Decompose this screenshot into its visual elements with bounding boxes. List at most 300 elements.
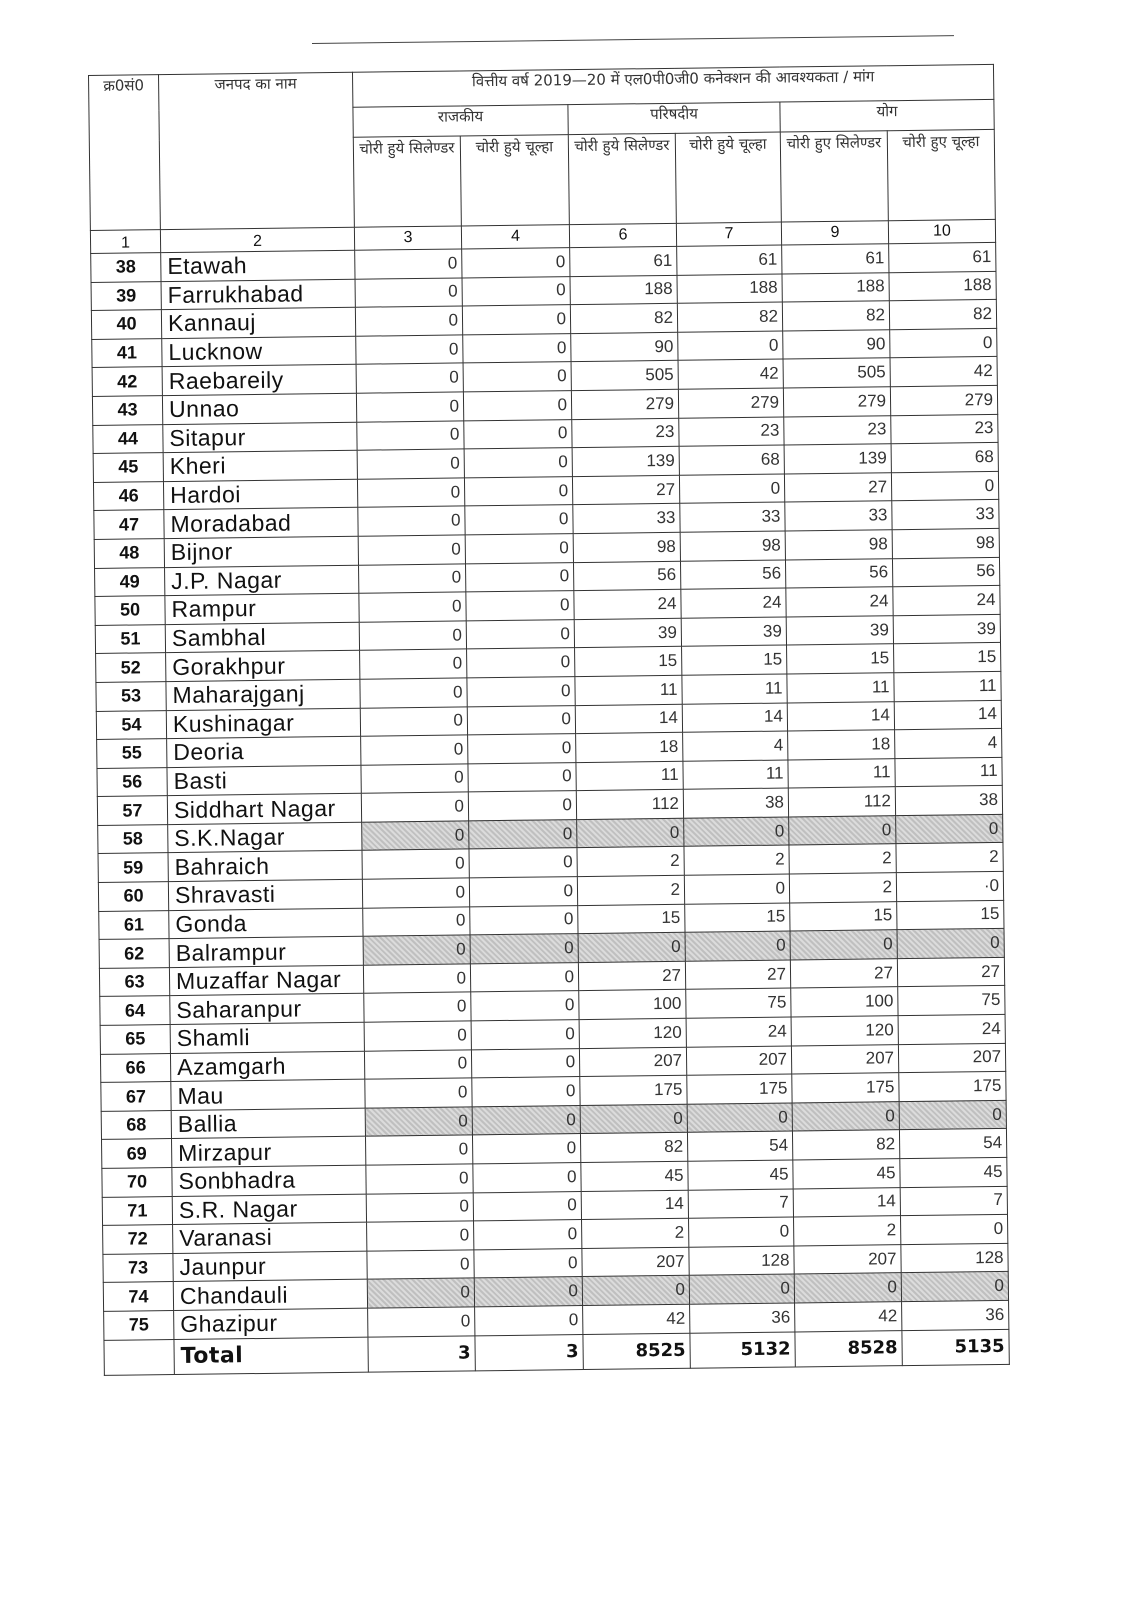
value-c3: 0 bbox=[361, 735, 468, 765]
value-c7: 2 bbox=[684, 845, 789, 875]
serial-number: 49 bbox=[95, 567, 165, 596]
value-c6: 23 bbox=[572, 418, 679, 448]
value-c10: 175 bbox=[899, 1072, 1006, 1102]
district-name: Sambhal bbox=[165, 622, 359, 653]
value-c4: 0 bbox=[468, 734, 576, 764]
value-c10: 0 bbox=[890, 328, 997, 358]
value-c7: 68 bbox=[679, 445, 784, 475]
value-c4: 0 bbox=[473, 1163, 581, 1193]
value-c6: 56 bbox=[573, 561, 680, 591]
value-c6: 120 bbox=[579, 1018, 686, 1048]
value-c10: 0 bbox=[900, 1215, 1007, 1245]
value-c9: 100 bbox=[791, 987, 898, 1017]
value-c10: 11 bbox=[895, 757, 1002, 787]
value-c9: 120 bbox=[791, 1016, 898, 1046]
value-c9: 27 bbox=[790, 959, 897, 989]
value-c9: 42 bbox=[795, 1302, 902, 1332]
value-c7: 98 bbox=[680, 531, 785, 561]
value-c7: 45 bbox=[688, 1160, 793, 1190]
value-c3: 0 bbox=[367, 1250, 474, 1280]
value-c10: 0 bbox=[899, 1100, 1006, 1130]
serial-number: 42 bbox=[92, 367, 162, 396]
serial-number: 61 bbox=[99, 910, 169, 939]
district-name: Muzaffar Nagar bbox=[169, 965, 363, 996]
value-c4: 0 bbox=[464, 476, 572, 506]
district-name: Ghazipur bbox=[174, 1308, 368, 1339]
value-c10: 11 bbox=[894, 671, 1001, 701]
column-number: 9 bbox=[781, 221, 888, 245]
value-c7: 61 bbox=[677, 245, 782, 275]
value-c10: 27 bbox=[897, 957, 1004, 987]
value-c4: 0 bbox=[467, 648, 575, 678]
value-c10: 2 bbox=[896, 843, 1003, 873]
district-rows bbox=[91, 242, 1009, 1340]
value-c7: 82 bbox=[677, 302, 782, 332]
district-name: Kushinagar bbox=[166, 708, 360, 739]
serial-number: 58 bbox=[98, 824, 168, 853]
value-c3: 0 bbox=[360, 678, 467, 708]
value-c6: 18 bbox=[576, 732, 683, 762]
value-c7: 0 bbox=[689, 1274, 794, 1304]
value-c9: 11 bbox=[787, 673, 894, 703]
value-c10: 4 bbox=[895, 728, 1002, 758]
value-c7: 56 bbox=[680, 560, 785, 590]
value-c9: 2 bbox=[789, 844, 896, 874]
value-c10: 7 bbox=[900, 1186, 1007, 1216]
value-c9: 14 bbox=[793, 1187, 900, 1217]
district-name: Saharanpur bbox=[170, 994, 364, 1025]
value-c4: 0 bbox=[472, 1134, 580, 1164]
value-c7: 188 bbox=[677, 274, 782, 304]
value-c7: 15 bbox=[682, 645, 787, 675]
serial-number: 54 bbox=[96, 710, 166, 739]
value-c9: 14 bbox=[787, 701, 894, 731]
value-c9: 90 bbox=[783, 330, 890, 360]
value-c7: 38 bbox=[683, 788, 788, 818]
value-c7: 15 bbox=[685, 903, 790, 933]
value-c4: 0 bbox=[470, 934, 578, 964]
value-c4: 0 bbox=[474, 1220, 582, 1250]
value-c6: 15 bbox=[575, 647, 682, 677]
value-c10: 15 bbox=[897, 900, 1004, 930]
value-c7: 0 bbox=[684, 874, 789, 904]
col3-header: चोरी हुये सिलेण्डर bbox=[353, 136, 461, 227]
value-c3: 0 bbox=[361, 764, 468, 794]
value-c10: 23 bbox=[891, 414, 998, 444]
value-c7: 0 bbox=[679, 474, 784, 504]
group-govt-header: राजकीय bbox=[353, 105, 568, 138]
serial-number: 71 bbox=[102, 1196, 172, 1225]
value-c10: 54 bbox=[899, 1129, 1006, 1159]
value-c7: 39 bbox=[681, 617, 786, 647]
value-c3: 0 bbox=[359, 621, 466, 651]
value-c10: 24 bbox=[893, 586, 1000, 616]
value-c6: 42 bbox=[583, 1304, 690, 1334]
value-c3: 0 bbox=[367, 1221, 474, 1251]
value-c10: 0 bbox=[896, 814, 1003, 844]
value-c9: 139 bbox=[784, 444, 891, 474]
value-c4: 0 bbox=[472, 1105, 580, 1135]
value-c10: 98 bbox=[892, 528, 999, 558]
column-number: 4 bbox=[461, 225, 569, 249]
serial-number: 48 bbox=[94, 539, 164, 568]
district-name: Jaunpur bbox=[173, 1251, 367, 1282]
value-c3: 0 bbox=[366, 1164, 473, 1194]
district-name: Azamgarh bbox=[170, 1051, 364, 1082]
serial-number: 39 bbox=[91, 281, 161, 310]
value-c4: 0 bbox=[472, 1077, 580, 1107]
value-c10: 207 bbox=[898, 1043, 1005, 1073]
value-c3: 0 bbox=[364, 1050, 471, 1080]
value-c6: 14 bbox=[581, 1190, 688, 1220]
value-c6: 14 bbox=[575, 704, 682, 734]
value-c3: 0 bbox=[368, 1307, 475, 1337]
value-c6: 90 bbox=[571, 332, 678, 362]
value-c9: 23 bbox=[784, 415, 891, 445]
value-c4: 0 bbox=[469, 877, 577, 907]
value-c4: 0 bbox=[466, 591, 574, 621]
value-c9: 2 bbox=[789, 873, 896, 903]
district-name: Basti bbox=[167, 765, 361, 796]
value-c6: 2 bbox=[577, 875, 684, 905]
value-c6: 207 bbox=[579, 1047, 686, 1077]
value-c10: 36 bbox=[902, 1300, 1009, 1330]
serial-number: 57 bbox=[97, 796, 167, 825]
value-c6: 82 bbox=[570, 304, 677, 334]
value-c3: 0 bbox=[357, 449, 464, 479]
value-c3: 0 bbox=[364, 992, 471, 1022]
serial-number: 43 bbox=[92, 396, 162, 425]
value-c7: 11 bbox=[682, 674, 787, 704]
value-c6: 33 bbox=[573, 504, 680, 534]
value-c6: 39 bbox=[574, 618, 681, 648]
value-c3: 0 bbox=[363, 964, 470, 994]
value-c6: 188 bbox=[570, 275, 677, 305]
value-c7: 0 bbox=[685, 931, 790, 961]
serial-number: 74 bbox=[103, 1282, 173, 1311]
value-c4: 0 bbox=[471, 1020, 579, 1050]
value-c9: 61 bbox=[782, 244, 889, 274]
district-name: Maharajganj bbox=[166, 679, 360, 710]
value-c4: 0 bbox=[467, 677, 575, 707]
value-c9: 188 bbox=[782, 272, 889, 302]
value-c6: 0 bbox=[578, 933, 685, 963]
district-name: Sitapur bbox=[163, 422, 357, 453]
district-name: J.P. Nagar bbox=[165, 565, 359, 596]
value-c4: 0 bbox=[469, 819, 577, 849]
value-c10: 188 bbox=[889, 271, 996, 301]
value-c4: 0 bbox=[471, 991, 579, 1021]
district-name: Unnao bbox=[162, 393, 356, 424]
serial-number: 67 bbox=[101, 1082, 171, 1111]
district-name: Chandauli bbox=[173, 1280, 367, 1311]
value-c4: 0 bbox=[463, 391, 571, 421]
district-name: Etawah bbox=[161, 250, 355, 281]
value-c10: 33 bbox=[892, 500, 999, 530]
serial-number: 66 bbox=[100, 1053, 170, 1082]
value-c6: 112 bbox=[576, 790, 683, 820]
value-c7: 4 bbox=[683, 731, 788, 761]
value-c9: 24 bbox=[786, 587, 893, 617]
value-c10: 82 bbox=[889, 300, 996, 330]
group-council-header: परिषदीय bbox=[568, 102, 780, 135]
district-name: S.R. Nagar bbox=[172, 1194, 366, 1225]
col4-header: चोरी हुये चूल्हा bbox=[460, 135, 569, 226]
value-c6: 100 bbox=[579, 990, 686, 1020]
value-c9: 11 bbox=[788, 758, 895, 788]
value-c3: 0 bbox=[357, 478, 464, 508]
value-c6: 27 bbox=[578, 961, 685, 991]
serial-number: 65 bbox=[100, 1025, 170, 1054]
value-c6: 0 bbox=[580, 1104, 687, 1134]
serial-number: 41 bbox=[92, 338, 162, 367]
value-c10: 24 bbox=[898, 1014, 1005, 1044]
value-c7: 207 bbox=[686, 1046, 791, 1076]
value-c6: 0 bbox=[582, 1276, 689, 1306]
district-name: Kannauj bbox=[161, 307, 355, 338]
lpg-demand-table bbox=[88, 64, 1010, 1376]
value-c4: 0 bbox=[471, 1048, 579, 1078]
value-c9: 505 bbox=[783, 358, 890, 388]
value-c6: 11 bbox=[576, 761, 683, 791]
value-c10: 39 bbox=[893, 614, 1000, 644]
serial-number: 75 bbox=[104, 1311, 174, 1340]
district-header: जनपद का नाम bbox=[159, 72, 355, 229]
serial-number: 72 bbox=[103, 1225, 173, 1254]
value-c10: 38 bbox=[895, 786, 1002, 816]
column-number: 10 bbox=[888, 219, 995, 243]
value-c10: 0 bbox=[897, 929, 1004, 959]
value-c9: 0 bbox=[790, 930, 897, 960]
value-c6: 98 bbox=[573, 532, 680, 562]
serial-number: 51 bbox=[95, 624, 165, 653]
value-c6: 15 bbox=[578, 904, 685, 934]
value-c3: 0 bbox=[365, 1135, 472, 1165]
value-c4: 0 bbox=[473, 1191, 581, 1221]
district-name: Bijnor bbox=[164, 536, 358, 567]
district-name: Gonda bbox=[169, 908, 363, 939]
lpg-demand-sheet bbox=[88, 64, 1009, 1376]
value-c4: 0 bbox=[475, 1306, 583, 1336]
value-c10: 45 bbox=[900, 1157, 1007, 1187]
value-c7: 279 bbox=[678, 388, 783, 418]
top-rule bbox=[312, 35, 954, 44]
value-c6: 2 bbox=[577, 847, 684, 877]
serial-number: 38 bbox=[91, 253, 161, 282]
value-c4: 0 bbox=[469, 848, 577, 878]
serial-number: 70 bbox=[102, 1168, 172, 1197]
value-c10: 42 bbox=[890, 357, 997, 387]
value-c7: 24 bbox=[681, 588, 786, 618]
value-c3: 0 bbox=[362, 821, 469, 851]
district-name: Sonbhadra bbox=[172, 1165, 366, 1196]
value-c3: 0 bbox=[357, 420, 464, 450]
serial-number: 52 bbox=[96, 653, 166, 682]
value-c10: ·0 bbox=[896, 871, 1003, 901]
value-c10: 61 bbox=[889, 242, 996, 272]
value-c9: 279 bbox=[783, 387, 890, 417]
value-c3: 0 bbox=[362, 849, 469, 879]
value-c6: 61 bbox=[570, 246, 677, 276]
district-name: Siddhart Nagar bbox=[167, 793, 361, 824]
col10-header: चोरी हुए चूल्हा bbox=[887, 129, 995, 220]
value-c9: 175 bbox=[792, 1073, 899, 1103]
value-c7: 175 bbox=[687, 1074, 792, 1104]
value-c9: 207 bbox=[791, 1044, 898, 1074]
value-c4: 0 bbox=[470, 962, 578, 992]
value-c3: 0 bbox=[356, 363, 463, 393]
value-c6: 175 bbox=[580, 1075, 687, 1105]
total-sno-cell bbox=[104, 1339, 174, 1375]
value-c9: 0 bbox=[794, 1273, 901, 1303]
value-c3: 0 bbox=[363, 935, 470, 965]
value-c10: 0 bbox=[891, 471, 998, 501]
district-name: Shamli bbox=[170, 1022, 364, 1053]
value-c7: 7 bbox=[688, 1189, 793, 1219]
value-c4: 0 bbox=[474, 1248, 582, 1278]
sno-header: क्र0सं0 bbox=[89, 75, 161, 231]
value-c9: 27 bbox=[784, 472, 891, 502]
value-c9: 33 bbox=[785, 501, 892, 531]
total-col9: 8528 bbox=[795, 1330, 902, 1366]
column-number: 1 bbox=[90, 230, 160, 254]
serial-number: 63 bbox=[99, 967, 169, 996]
serial-number: 62 bbox=[99, 939, 169, 968]
value-c3: 0 bbox=[366, 1192, 473, 1222]
district-name: Hardoi bbox=[163, 479, 357, 510]
value-c9: 82 bbox=[782, 301, 889, 331]
value-c7: 27 bbox=[685, 960, 790, 990]
value-c4: 0 bbox=[465, 534, 573, 564]
value-c3: 0 bbox=[360, 706, 467, 736]
total-label: Total bbox=[174, 1337, 368, 1374]
value-c3: 0 bbox=[361, 792, 468, 822]
value-c10: 15 bbox=[894, 643, 1001, 673]
value-c9: 0 bbox=[789, 816, 896, 846]
district-name: Rampur bbox=[165, 593, 359, 624]
value-c3: 0 bbox=[362, 878, 469, 908]
value-c6: 2 bbox=[582, 1218, 689, 1248]
value-c7: 54 bbox=[687, 1131, 792, 1161]
value-c9: 45 bbox=[793, 1159, 900, 1189]
value-c3: 0 bbox=[358, 535, 465, 565]
value-c4: 0 bbox=[462, 276, 570, 306]
value-c7: 0 bbox=[689, 1217, 794, 1247]
value-c4: 0 bbox=[474, 1277, 582, 1307]
serial-number: 55 bbox=[97, 739, 167, 768]
column-number: 2 bbox=[160, 227, 354, 252]
value-c3: 0 bbox=[367, 1278, 474, 1308]
value-c9: 39 bbox=[786, 615, 893, 645]
district-name: Kheri bbox=[163, 450, 357, 481]
value-c9: 15 bbox=[790, 901, 897, 931]
district-name: Balrampur bbox=[169, 936, 363, 967]
value-c3: 0 bbox=[365, 1107, 472, 1137]
serial-number: 53 bbox=[96, 681, 166, 710]
value-c9: 0 bbox=[792, 1101, 899, 1131]
value-c3: 0 bbox=[358, 506, 465, 536]
serial-number: 56 bbox=[97, 767, 167, 796]
total-col4: 3 bbox=[475, 1334, 583, 1370]
value-c6: 279 bbox=[571, 389, 678, 419]
value-c4: 0 bbox=[464, 448, 572, 478]
value-c6: 207 bbox=[582, 1247, 689, 1277]
value-c7: 36 bbox=[690, 1303, 795, 1333]
value-c6: 0 bbox=[577, 818, 684, 848]
value-c3: 0 bbox=[356, 335, 463, 365]
district-name: Lucknow bbox=[162, 336, 356, 367]
value-c7: 23 bbox=[679, 417, 784, 447]
value-c4: 0 bbox=[468, 762, 576, 792]
value-c7: 42 bbox=[678, 359, 783, 389]
value-c9: 15 bbox=[787, 644, 894, 674]
serial-number: 64 bbox=[100, 996, 170, 1025]
value-c4: 0 bbox=[463, 362, 571, 392]
value-c3: 0 bbox=[355, 249, 462, 279]
value-c7: 24 bbox=[686, 1017, 791, 1047]
district-name: S.K.Nagar bbox=[168, 822, 362, 853]
value-c9: 207 bbox=[794, 1244, 901, 1274]
district-name: Mirzapur bbox=[172, 1137, 366, 1168]
value-c4: 0 bbox=[466, 619, 574, 649]
value-c4: 0 bbox=[465, 505, 573, 535]
serial-number: 50 bbox=[95, 596, 165, 625]
value-c3: 0 bbox=[363, 907, 470, 937]
value-c7: 75 bbox=[686, 988, 791, 1018]
value-c10: 56 bbox=[892, 557, 999, 587]
value-c9: 2 bbox=[794, 1216, 901, 1246]
value-c6: 24 bbox=[574, 589, 681, 619]
value-c10: 128 bbox=[901, 1243, 1008, 1273]
value-c3: 0 bbox=[365, 1078, 472, 1108]
total-col6: 8525 bbox=[583, 1333, 690, 1369]
value-c3: 0 bbox=[355, 306, 462, 336]
serial-number: 68 bbox=[101, 1110, 171, 1139]
serial-number: 59 bbox=[98, 853, 168, 882]
value-c7: 33 bbox=[680, 502, 785, 532]
value-c7: 128 bbox=[689, 1246, 794, 1276]
value-c4: 0 bbox=[467, 705, 575, 735]
district-name: Raebareily bbox=[162, 365, 356, 396]
value-c3: 0 bbox=[364, 1021, 471, 1051]
value-c9: 82 bbox=[792, 1130, 899, 1160]
value-c9: 18 bbox=[788, 730, 895, 760]
value-c4: 0 bbox=[464, 419, 572, 449]
district-name: Mau bbox=[171, 1079, 365, 1110]
value-c3: 0 bbox=[355, 278, 462, 308]
value-c10: 14 bbox=[894, 700, 1001, 730]
group-total-header: योग bbox=[780, 99, 994, 132]
value-c3: 0 bbox=[356, 392, 463, 422]
district-name: Shravasti bbox=[168, 879, 362, 910]
main-title: वित्तीय वर्ष 2019—20 में एल0पी0जी0 कनेक्शन की आवश्यकता / मांग bbox=[352, 64, 993, 107]
district-name: Ballia bbox=[171, 1108, 365, 1139]
value-c10: 68 bbox=[891, 443, 998, 473]
value-c4: 0 bbox=[462, 248, 570, 278]
district-name: Moradabad bbox=[164, 508, 358, 539]
value-c6: 82 bbox=[580, 1133, 687, 1163]
value-c6: 139 bbox=[572, 446, 679, 476]
value-c6: 45 bbox=[581, 1161, 688, 1191]
total-col3: 3 bbox=[368, 1335, 475, 1371]
value-c10: 75 bbox=[898, 986, 1005, 1016]
serial-number: 40 bbox=[91, 310, 161, 339]
value-c9: 98 bbox=[785, 530, 892, 560]
value-c6: 27 bbox=[572, 475, 679, 505]
total-col10: 5135 bbox=[902, 1329, 1009, 1365]
value-c9: 112 bbox=[788, 787, 895, 817]
value-c4: 0 bbox=[470, 905, 578, 935]
